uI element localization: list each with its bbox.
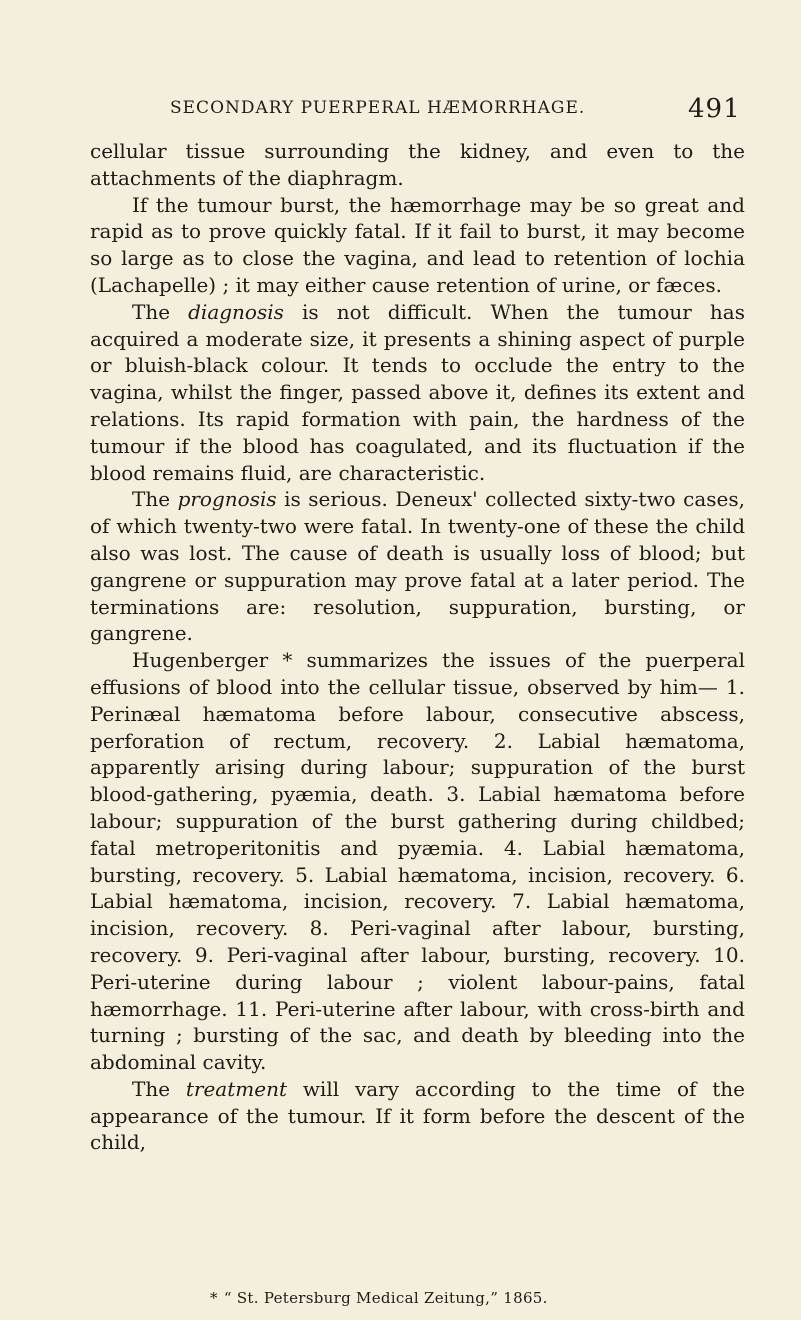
paragraph-text: The <box>132 299 189 324</box>
paragraph <box>90 192 745 299</box>
paragraph-text: is serious. Deneux' collected sixty-two cases, of which twenty-two were fatal. In twenty-one of these the child also was lost. The cause of death is usually loss of blood; but gangrene or suppuration may prove fatal at a later period. The terminations are: resolution, suppuration, bursting, or gangrene. <box>90 487 745 646</box>
paragraph <box>90 647 745 1076</box>
paragraph-text: will vary according to the time of the appearance of the tumour. If it form before the descent of the child, <box>90 1076 745 1155</box>
paragraph <box>90 138 745 192</box>
page-number: 491 <box>688 94 741 124</box>
paragraph-text: The <box>132 1076 186 1101</box>
paragraph-text: is not difficult. When the tumour has acquired a moderate size, it presents a shining aspect of purple or bluish-black colour. It tends to occlude the entry to the vagina, whilst the finger, passed above it, defines its extent and relations. Its rapid formation with pain, the hardness of the tumour if the blood has coagulated, and its fluctuation if the blood remains fluid, are characteristic. <box>90 299 745 485</box>
paragraph-text: The <box>132 487 178 512</box>
paragraph-text: If the tumour burst, the hæmorrhage may be so great and rapid as to prove quickly fatal. If it fail to burst, it may become so large as to close the vagina, and lead to retention of lochia (Lachapelle) ; it may either cause retention of urine, or fæces. <box>90 192 745 297</box>
footnote <box>210 1289 548 1307</box>
footnote-marker: * <box>210 1289 218 1307</box>
body-text <box>90 138 745 1156</box>
paragraph <box>90 299 745 487</box>
running-head: SECONDARY PUERPERAL HÆMORRHAGE. <box>170 98 586 118</box>
italic-term: treatment <box>185 1076 287 1101</box>
italic-term: prognosis <box>177 487 277 512</box>
paragraph-text: cellular tissue surrounding the kidney, and even to the attachments of the diaphragm. <box>90 139 745 190</box>
paragraph <box>90 1076 745 1156</box>
italic-term: diagnosis <box>188 299 284 324</box>
paragraph <box>90 486 745 647</box>
footnote-text: “ St. Petersburg Medical Zeitung,” 1865. <box>223 1289 548 1307</box>
paragraph-text: Hugenberger * summarizes the issues of the puerperal effusions of blood into the cellular tissue, observed by him— 1. Perinæal hæmatoma before labour, consecutive abscess, perforation of rectum, recovery. 2. Labial hæmatoma, apparently arising during labour; suppuration of the burst blood-gathering, pyæmia, death. 3. Labial hæmatoma before labour; suppuration of the burst gathering during childbed; fatal metroperitonitis and pyæmia. 4. Labial hæmatoma, bursting, recovery. 5. Labial hæmatoma, incision, recovery. 6. Labial hæmatoma, incision, recovery. 7. Labial hæmatoma, incision, recovery. 8. Peri-vaginal after labour, bursting, recovery. 9. Peri-vaginal after labour, bursting, recovery. 10. Peri-uterine during labour ; violent labour-pains, fatal hæmorrhage. 11. Peri-uterine after labour, with cross-birth and turning ; bursting of the sac, and death by bleeding into the abdominal cavity. <box>90 648 745 1075</box>
